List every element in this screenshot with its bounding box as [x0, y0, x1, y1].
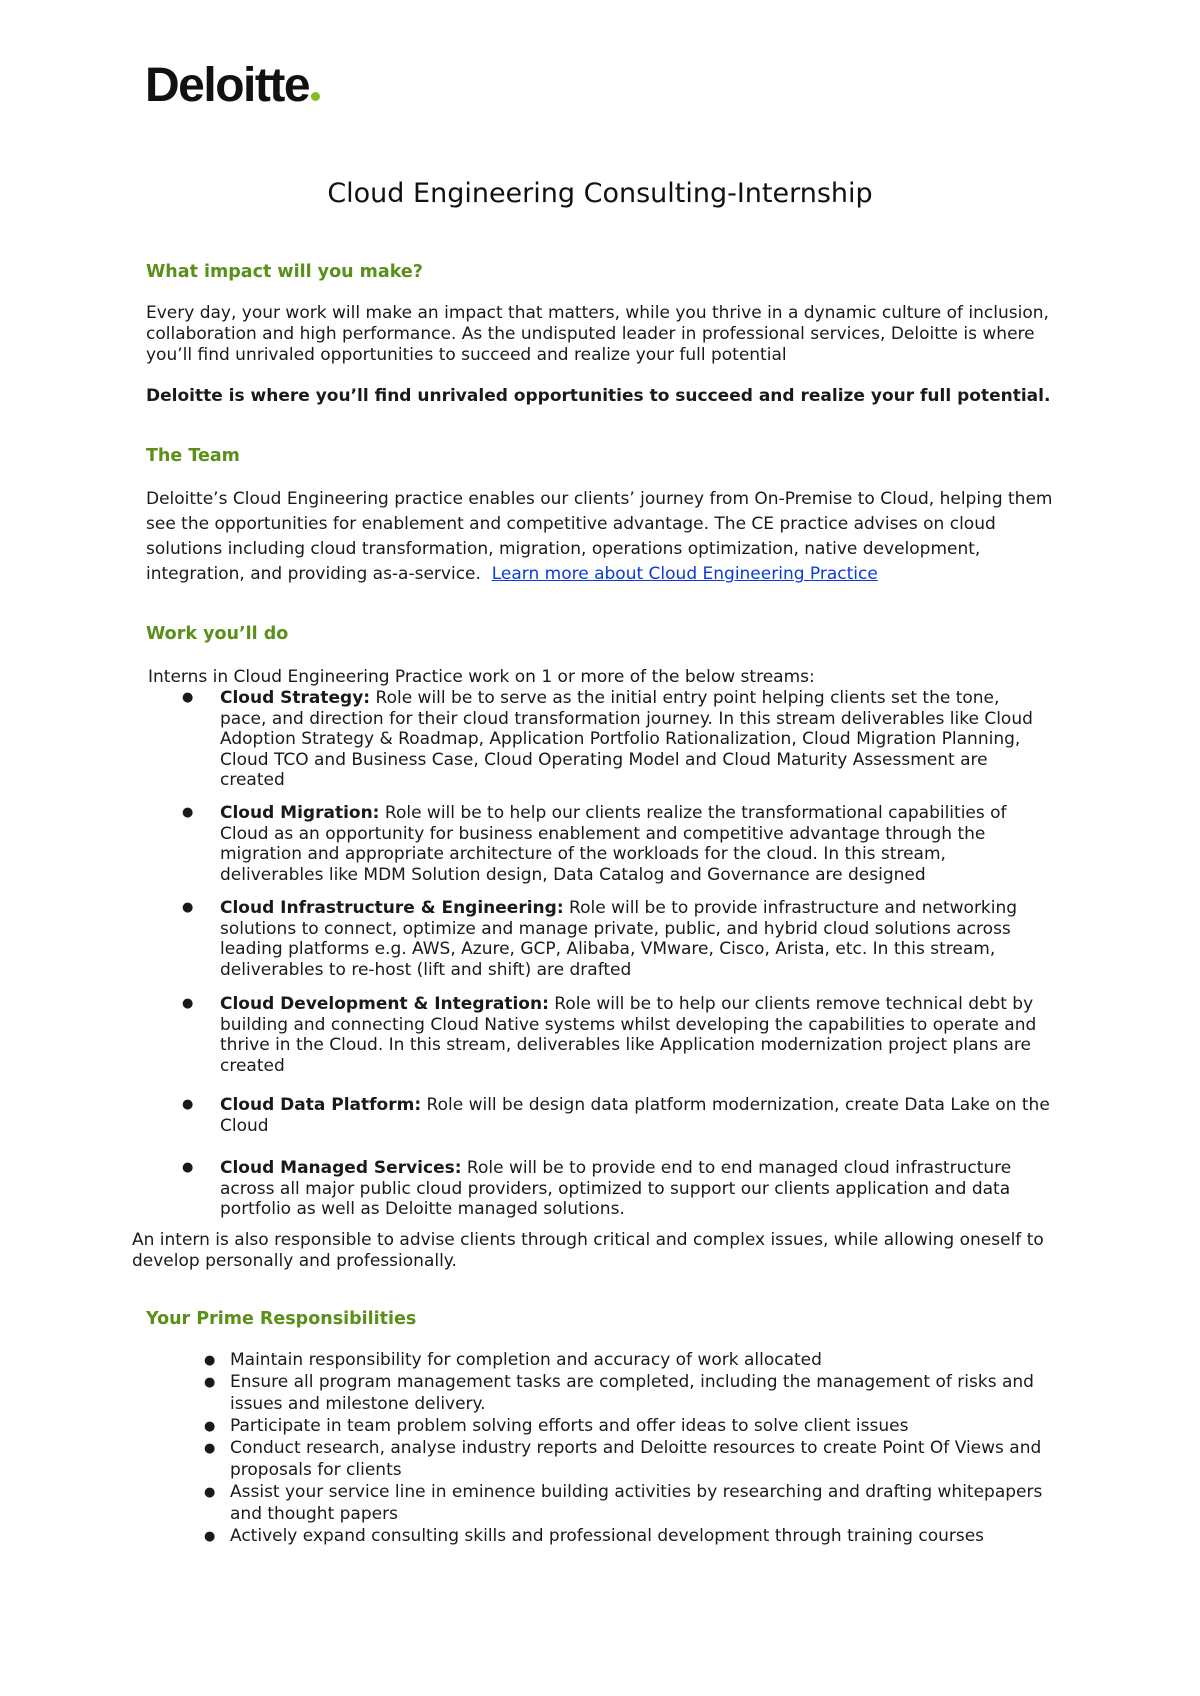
stream-text: Role will be to help our clients realize the transformational capabilities of Cloud as an opportunity for business enablement and competitive advantage through the migration and appropriate architecture of the workloads for the cloud. In this stream, deliverables like MDM Solution design, Data Catalog and Governance are designed — [220, 803, 1007, 885]
responsibility-item — [204, 1438, 1070, 1481]
responsibility-text: Assist your service line in eminence building activities by researching and drafting whitepapers and thought papers — [230, 1482, 1043, 1524]
bullet-icon: ● — [182, 805, 194, 820]
team-body — [146, 487, 1076, 587]
work-heading: Work you’ll do — [146, 624, 289, 644]
stream-name: Cloud Development & Integration: — [220, 994, 549, 1014]
logo-dot-icon — [311, 92, 320, 101]
stream-name: Cloud Migration: — [220, 803, 380, 823]
stream-text: Role will be to provide end to end managed cloud infrastructure across all major public cloud providers, optimized to support our clients application and data portfolio as well as Deloitte managed solutions. — [220, 1158, 1012, 1219]
stream-text: Role will be to provide infrastructure and networking solutions to connect, optimize and manage private, public, and hybrid cloud solutions across leading platforms e.g. AWS, Azure, GCP, Alibaba, VMware, Cisco, Arista, etc. In this stream, deliverables to re-host (lift and shift) are drafted — [220, 898, 1018, 980]
responsibility-item — [204, 1482, 1070, 1525]
responsibility-text: Maintain responsibility for completion and accuracy of work allocated — [230, 1350, 822, 1370]
impact-body: Every day, your work will make an impact that matters, while you thrive in a dynamic culture of inclusion, collaboration and high performance. As the undisputed leader in professional services, Deloitte is where you’ll find unrivaled opportunities to succeed and realize your full potential — [146, 303, 1049, 365]
team-heading: The Team — [146, 446, 240, 466]
deloitte-logo — [145, 59, 320, 112]
impact-heading: What impact will you make? — [146, 262, 423, 282]
stream-item — [182, 803, 1050, 885]
work-closing: An intern is also responsible to advise clients through critical and complex issues, while allowing oneself to develop personally and professionally. — [132, 1230, 1044, 1271]
page-title: Cloud Engineering Consulting-Internship — [327, 178, 873, 209]
responsibility-text: Actively expand consulting skills and professional development through training courses — [230, 1526, 985, 1546]
stream-item — [182, 898, 1050, 980]
team-body-text: Deloitte’s Cloud Engineering practice enables our clients’ journey from On-Premise to Cloud, helping them see the opportunities for enablement and competitive advantage. The CE practice advises on cloud solutions including cloud transformation, migration, operations optimization, native development, integration, and providing as-a-service. — [146, 489, 1053, 584]
bullet-icon: ● — [204, 1485, 216, 1500]
work-intro: Interns in Cloud Engineering Practice work on 1 or more of the below streams: — [148, 667, 815, 687]
responsibility-item — [204, 1372, 1070, 1415]
stream-text: Role will be design data platform modernization, create Data Lake on the Cloud — [220, 1095, 1050, 1136]
impact-bold-line: Deloitte is where you’ll find unrivaled opportunities to succeed and realize your full potential. — [146, 386, 1051, 406]
stream-name: Cloud Infrastructure & Engineering: — [220, 898, 564, 918]
stream-item — [182, 1095, 1050, 1136]
responsibility-text: Ensure all program management tasks are completed, including the management of risks and issues and milestone delivery. — [230, 1372, 1034, 1414]
responsibility-item — [204, 1416, 1070, 1438]
stream-text: Role will be to serve as the initial entry point helping clients set the tone, pace, and direction for their cloud transformation journey. In this stream deliverables like Cloud Adoption Strategy & Roadmap, Application Portfolio Rationalization, Cloud Migration Planning, Cloud TCO and Business Case, Cloud Operating Model and Cloud Maturity Assessment are created — [220, 688, 1033, 790]
stream-item — [182, 1158, 1050, 1220]
responsibility-text: Conduct research, analyse industry reports and Deloitte resources to create Point Of Views and proposals for clients — [230, 1438, 1042, 1480]
stream-item — [182, 688, 1050, 791]
bullet-icon: ● — [182, 996, 194, 1011]
bullet-icon: ● — [182, 1160, 194, 1175]
responsibility-text: Participate in team problem solving efforts and offer ideas to solve client issues — [230, 1416, 909, 1436]
bullet-icon: ● — [182, 1097, 194, 1112]
responsibility-item — [204, 1526, 1070, 1548]
responsibility-item — [204, 1350, 1070, 1372]
responsibilities-heading: Your Prime Responsibilities — [146, 1309, 417, 1329]
bullet-icon: ● — [204, 1441, 216, 1456]
bullet-icon: ● — [204, 1529, 216, 1544]
stream-item — [182, 994, 1050, 1076]
bullet-icon: ● — [182, 900, 194, 915]
logo-text: Deloitte — [145, 59, 310, 112]
stream-name: Cloud Data Platform: — [220, 1095, 422, 1115]
stream-text: Role will be to help our clients remove technical debt by building and connecting Cloud Native systems whilst developing the capabilities to operate and thrive in the Cloud. In this stream, deliverables like Application modernization project plans are created — [220, 994, 1037, 1076]
bullet-icon: ● — [204, 1419, 216, 1434]
cloud-engineering-practice-link[interactable]: Learn more about Cloud Engineering Practice — [491, 564, 878, 584]
bullet-icon: ● — [204, 1375, 216, 1390]
stream-name: Cloud Strategy: — [220, 688, 371, 708]
bullet-icon: ● — [204, 1353, 216, 1368]
bullet-icon: ● — [182, 690, 194, 705]
work-streams — [146, 667, 1076, 1227]
stream-name: Cloud Managed Services: — [220, 1158, 462, 1178]
